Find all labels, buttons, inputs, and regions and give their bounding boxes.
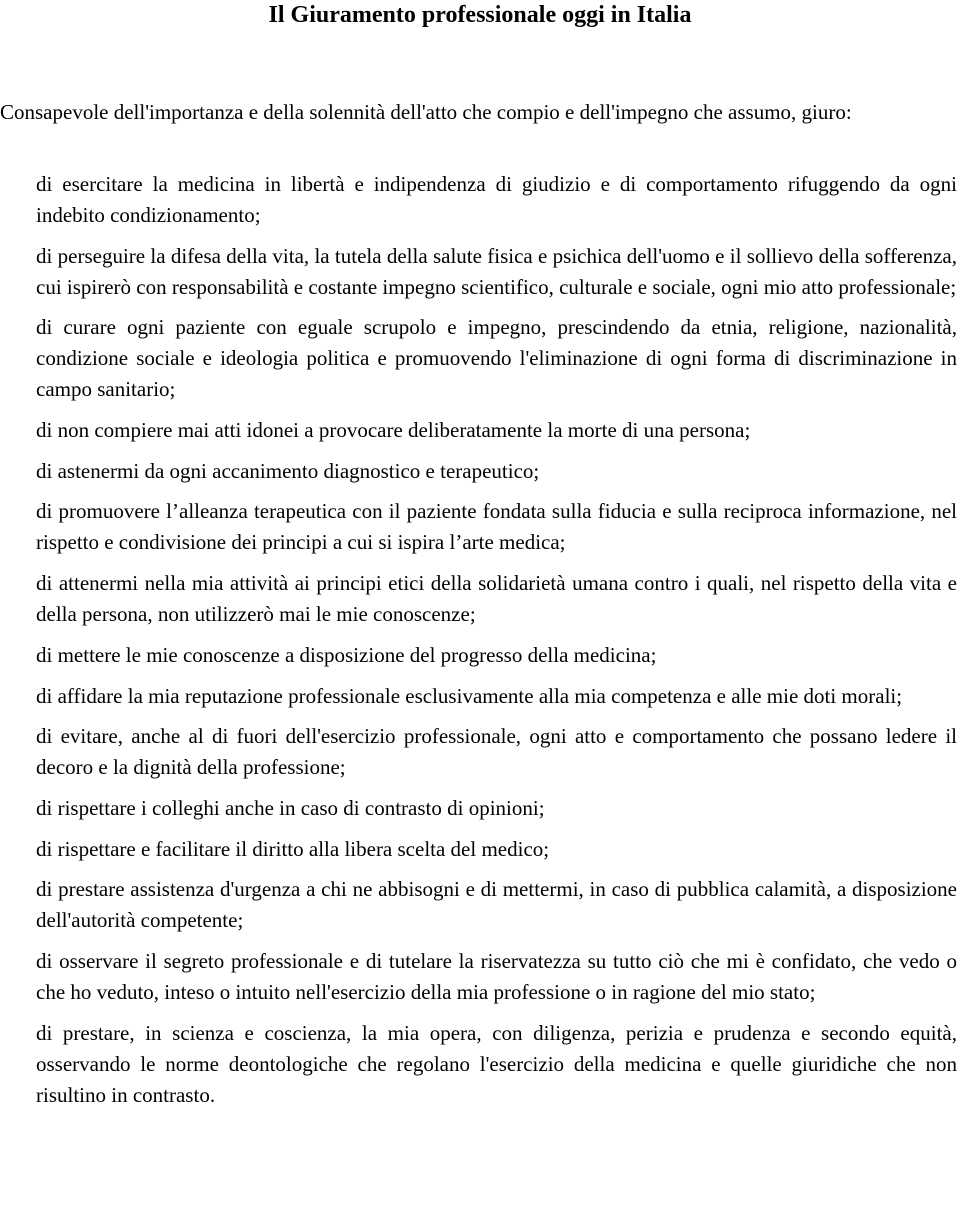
oath-clause: di non compiere mai atti idonei a provocare deliberatamente la morte di una persona;	[36, 418, 751, 443]
oath-clause: di prestare assistenza d'urgenza a chi ne abbisogni e di mettermi, in caso di pubblica calamità, a disposizione dell'autorità competente;	[36, 877, 957, 933]
oath-clause: di promuovere l’alleanza terapeutica con il paziente fondata sulla fiducia e sulla reciproca informazione, nel rispetto e condivisione dei principi a cui si ispira l’arte medica;	[36, 499, 957, 555]
oath-intro: Consapevole dell'importanza e della solennità dell'atto che compio e dell'impegno che assumo, giuro:	[0, 100, 852, 124]
oath-clause: di affidare la mia reputazione professionale esclusivamente alla mia competenza e alle mie doti morali;	[36, 683, 903, 708]
oath-clause: di curare ogni paziente con eguale scrupolo e impegno, prescindendo da etnia, religione, nazionalità, condizione sociale e ideologia politica e promuovendo l'eliminazione di ogni forma di discriminazione in campo sanitario;	[36, 315, 957, 402]
oath-clause: di astenermi da ogni accanimento diagnostico e terapeutico;	[36, 458, 540, 483]
oath-clause: di prestare, in scienza e coscienza, la mia opera, con diligenza, perizia e prudenza e secondo equità, osservando le norme deontologiche che regolano l'esercizio della medicina e quelle giuridiche che non risultino in contrasto.	[36, 1020, 957, 1107]
oath-clause: di mettere le mie conoscenze a disposizione del progresso della medicina;	[36, 642, 657, 667]
oath-clause: di osservare il segreto professionale e di tutelare la riservatezza su tutto ciò che mi è confidato, che vedo o che ho veduto, inteso o intuito nell'esercizio della mia professione o in ragione del mio stato;	[36, 948, 957, 1004]
oath-clauses	[36, 169, 957, 1111]
oath-clause: di esercitare la medicina in libertà e indipendenza di giudizio e di comportamento rifuggendo da ogni indebito condizionamento;	[36, 172, 957, 227]
oath-clause: di rispettare e facilitare il diritto alla libera scelta del medico;	[36, 836, 550, 861]
oath-clause: di evitare, anche al di fuori dell'esercizio professionale, ogni atto e comportamento che possano ledere il decoro e la dignità della professione;	[36, 724, 957, 780]
document-title: Il Giuramento professionale oggi in Italia	[268, 2, 692, 28]
oath-clause: di perseguire la difesa della vita, la tutela della salute fisica e psichica dell'uomo e il sollievo della sofferenza, cui ispirerò con responsabilità e costante impegno scientifico, culturale e sociale, ogni mio atto professionale;	[36, 243, 957, 299]
oath-clause: di rispettare i colleghi anche in caso di contrasto di opinioni;	[36, 795, 545, 820]
oath-clause: di attenermi nella mia attività ai principi etici della solidarietà umana contro i quali, nel rispetto della vita e della persona, non utilizzerò mai le mie conoscenze;	[36, 571, 957, 627]
